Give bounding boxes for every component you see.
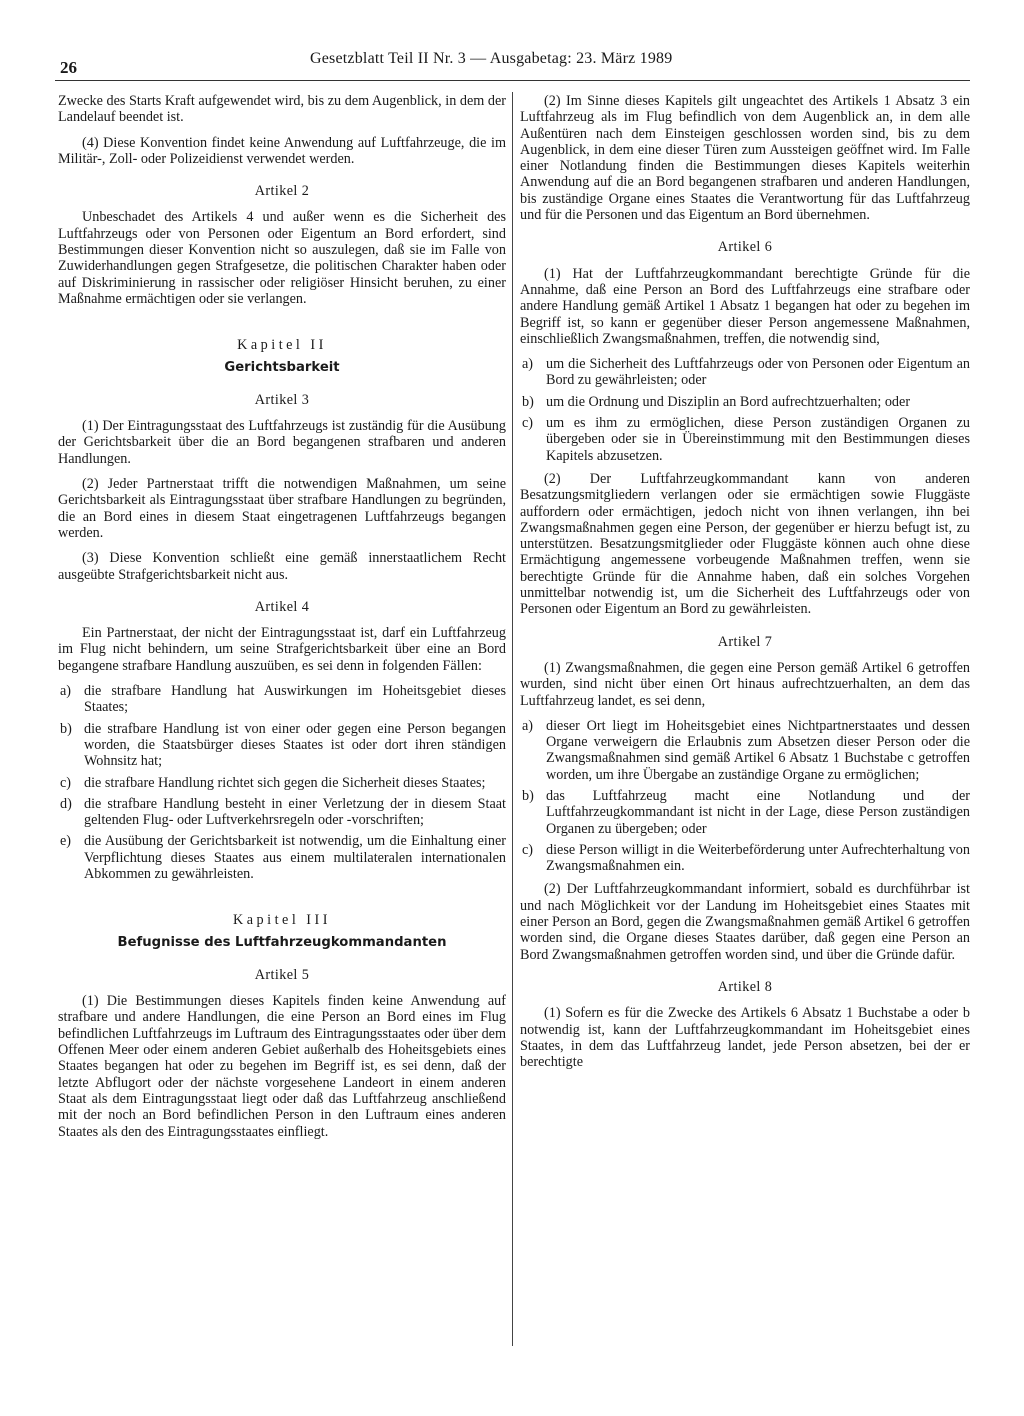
chapter-heading: Kapitel III (233, 912, 331, 929)
article-heading: Artikel 2 (254, 183, 310, 200)
enumerated-list (520, 356, 970, 464)
paragraph: Unbeschadet des Artikels 4 und außer wenn es die Sicherheit des Luftfahrzeugs oder von Personen oder Eigentum an Bord erfordert, sind Bestimmungen dieser Konvention nicht so auszulegen, daß sie im Falle von Zuwiderhandlungen gegen Strafgesetze, die politischen Charakter haben oder auf Diskriminierung in rassischer oder religiöser Hinsicht beruhen, zu einer Maßnahme ermächtigen oder sie verlangen. (58, 209, 506, 307)
list-item: d) die strafbare Handlung besteht in einer Verletzung der in diesem Staat geltenden Flug- oder Luftverkehrsregeln oder -vorschriften; (60, 795, 506, 829)
list-item: b) die strafbare Handlung ist von einer oder gegen eine Person begangen worden, die Staatsbürger dieses Staates ist oder dort ihren ständigen Wohnsitz hat; (60, 720, 506, 770)
paragraph: (3) Diese Konvention schließt eine gemäß innerstaatlichem Recht ausgeübte Strafgerichtsbarkeit nicht aus. (58, 550, 506, 583)
paragraph: Ein Partnerstaat, der nicht der Eintragungsstaat ist, darf ein Luftfahrzeug im Flug nicht behindern, um seine Strafgerichtsbarkeit über eine an Bord begangene strafbare Handlung auszuüben, es sei denn in folgenden Fällen: (58, 625, 506, 674)
list-item: c) um es ihm zu ermöglichen, diese Person zuständigen Organen zu übergeben oder sie in Übereinstimmung mit den Bestimmungen dieses Kapitels abzusetzen. (522, 415, 970, 464)
article-heading: Artikel 6 (717, 239, 773, 256)
list-item: a) die strafbare Handlung hat Auswirkungen im Hoheitsgebiet dieses Staates; (60, 683, 506, 716)
list-item: c) die strafbare Handlung richtet sich gegen die Sicherheit dieses Staates; (60, 774, 486, 791)
paragraph: (1) Hat der Luftfahrzeugkommandant berechtigte Gründe für die Annahme, daß eine Person an Bord des Luftfahrzeugs eine strafbare oder andere Handlung gemäß Artikel 1 Absatz 1 begangen hat oder zu begehen im Begriff ist, so kann er gegenüber dieser Person angemessene Maßnahmen, einschließlich Zwangsmaßnahmen, treffen, die notwendig sind, (520, 265, 970, 347)
chapter-heading: Kapitel II (237, 337, 327, 354)
paragraph: (2) Der Luftfahrzeugkommandant kann von anderen Besatzungsmitgliedern verlangen oder sie ermächtigen sowie Fluggäste auffordern oder ermächtigen, jedoch nicht von ihnen verlangen, ihn bei Zwangsmaßnahmen gegen eine Person, der gegenüber er hierzu befugt ist, zu unterstützen. Besatzungsmitglieder oder Fluggäste können auch ohne diese Ermächtigung angemessene vorbeugende Maßnahmen treffen, wenn sie berechtigte Gründe für die Annahme haben, daß ein solches Vorgehen unmittelbar notwendig ist, um die Sicherheit des Luftfahrzeugs oder von Personen oder Eigentum an Bord zu gewährleisten. (520, 470, 970, 618)
paragraph: (1) Zwangsmaßnahmen, die gegen eine Person gemäß Artikel 6 getroffen wurden, sind nicht über einen Ort hinaus aufrechtzuerhalten, an dem das Luftfahrzeug landet, es sei denn, (520, 659, 970, 709)
list-item: b) das Luftfahrzeug macht eine Notlandung und der Luftfahrzeugkommandant ist nicht in der Lage, diese Person zuständigen Organen zu übergeben; oder (522, 787, 970, 837)
enumerated-list (58, 683, 506, 882)
list-item: a) dieser Ort liegt im Hoheitsgebiet eines Nichtpartnerstaates und dessen Organe verweigern die Erlaubnis zum Absetzen dieser Person oder die Zwangsmaßnahmen sind gemäß Artikel 6 Absatz 1 Buchstabe c getroffen worden, um ihre Übergabe an zuständige Organe zu ermöglichen; (522, 717, 970, 783)
paragraph: Zwecke des Starts Kraft aufgewendet wird, bis zu dem Augenblick, in dem der Landelauf beendet ist. (58, 93, 506, 126)
article-heading: Artikel 8 (717, 978, 773, 995)
article-heading: Artikel 3 (254, 391, 310, 408)
list-item: b) um die Ordnung und Disziplin an Bord aufrechtzuerhalten; oder (522, 393, 911, 410)
enumerated-list (520, 718, 970, 875)
paragraph: (1) Die Bestimmungen dieses Kapitels finden keine Anwendung auf strafbare und andere Handlungen, die eine Person an Bord eines im Flug befindlichen Luftfahrzeugs im Luftraum des Eintragungsstaates oder über dem Offenen Meer oder einem anderen Gebiet außerhalb des Hoheitsgebiets eines Staates begangen hat oder zu begehen im Begriff ist, es sei denn, daß der letzte Abflugort oder der nächste vorgesehene Landeort in einem anderen Staat als dem Eintragungsstaat liegt oder daß das Luftfahrzeug anschließend mit der noch an Bord befindlichen Person in den Luftraum eines anderen Staates als den des Eintragungsstaates einfliegt. (58, 993, 506, 1140)
paragraph: (2) Der Luftfahrzeugkommandant informiert, sobald es durchführbar ist und nach Möglichkeit vor der Landung im Hoheitsgebiet eines Staates mit einer Person an Bord, gegen die Zwangsmaßnahmen gemäß Artikel 6 getroffen worden sind, die Organe dieses Staates darüber, daß gegen eine Person an Bord Zwangsmaßnahmen getroffen worden sind, und über die Gründe dafür. (520, 881, 970, 963)
page-header (0, 0, 1024, 90)
article-heading: Artikel 4 (254, 598, 310, 615)
list-item: e) die Ausübung der Gerichtsbarkeit ist notwendig, um die Einhaltung einer Verpflichtung dieses Staates aus einem multilateralen internationalen Abkommen zu gewährleisten. (60, 833, 506, 882)
paragraph: (1) Sofern es für die Zwecke des Artikels 6 Absatz 1 Buchstabe a oder b notwendig ist, kann der Luftfahrzeugkommandant im Hoheitsgebiet eines Staates, in dem das Luftfahrzeug landet, jede Person absetzen, bei der er berechtigte (520, 1005, 970, 1071)
article-heading: Artikel 7 (717, 633, 773, 650)
left-column (58, 93, 506, 1149)
list-item: a) um die Sicherheit des Luftfahrzeugs oder von Personen oder Eigentum an Bord zu gewährleisten; oder (522, 356, 970, 389)
paragraph: (1) Der Eintragungsstaat des Luftfahrzeugs ist zuständig für die Ausübung der Gerichtsbarkeit über die an Bord begangenen strafbaren und anderen Handlungen. (58, 418, 506, 467)
header-rule (55, 80, 970, 81)
chapter-subtitle: Befugnisse des Luftfahrzeugkommandanten (117, 934, 447, 950)
paragraph: (2) Jeder Partnerstaat trifft die notwendigen Maßnahmen, um seine Gerichtsbarkeit als Eintragungsstaat über strafbare Handlungen zu begründen, die an Bord eines in diesem Staat eingetragenen Luftfahrzeugs begangen werden. (58, 476, 506, 541)
chapter-subtitle: Gerichtsbarkeit (224, 359, 340, 375)
paragraph: (4) Diese Konvention findet keine Anwendung auf Luftfahrzeuge, die im Militär-, Zoll- oder Polizeidienst verwendet werden. (58, 134, 506, 167)
list-item: c) diese Person willigt in die Weiterbeförderung unter Aufrechterhaltung von Zwangsmaßnahmen ein. (522, 841, 970, 875)
article-heading: Artikel 5 (254, 966, 310, 983)
right-column (520, 93, 970, 1079)
page-number: 26 (60, 58, 77, 77)
paragraph: (2) Im Sinne dieses Kapitels gilt ungeachtet des Artikels 1 Absatz 3 ein Luftfahrzeug als im Flug befindlich von dem Augenblick an, in dem alle Außentüren nach dem Einsteigen geschlossen worden sind, bis zu dem Augenblick, in dem eine dieser Türen zum Aussteigen geöffnet wird. Im Falle einer Notlandung finden die Bestimmungen dieses Kapitels weiterhin Anwendung auf die an Bord begangenen strafbaren und anderen Handlungen, bis zuständige Organe eines Staates die Verantwortung für das Luftfahrzeug und für die Personen und das Eigentum an Bord übernehmen. (520, 93, 970, 224)
column-separator (512, 92, 513, 1346)
page-title: Gesetzblatt Teil II Nr. 3 — Ausgabetag: 23. März 1989 (310, 50, 673, 67)
